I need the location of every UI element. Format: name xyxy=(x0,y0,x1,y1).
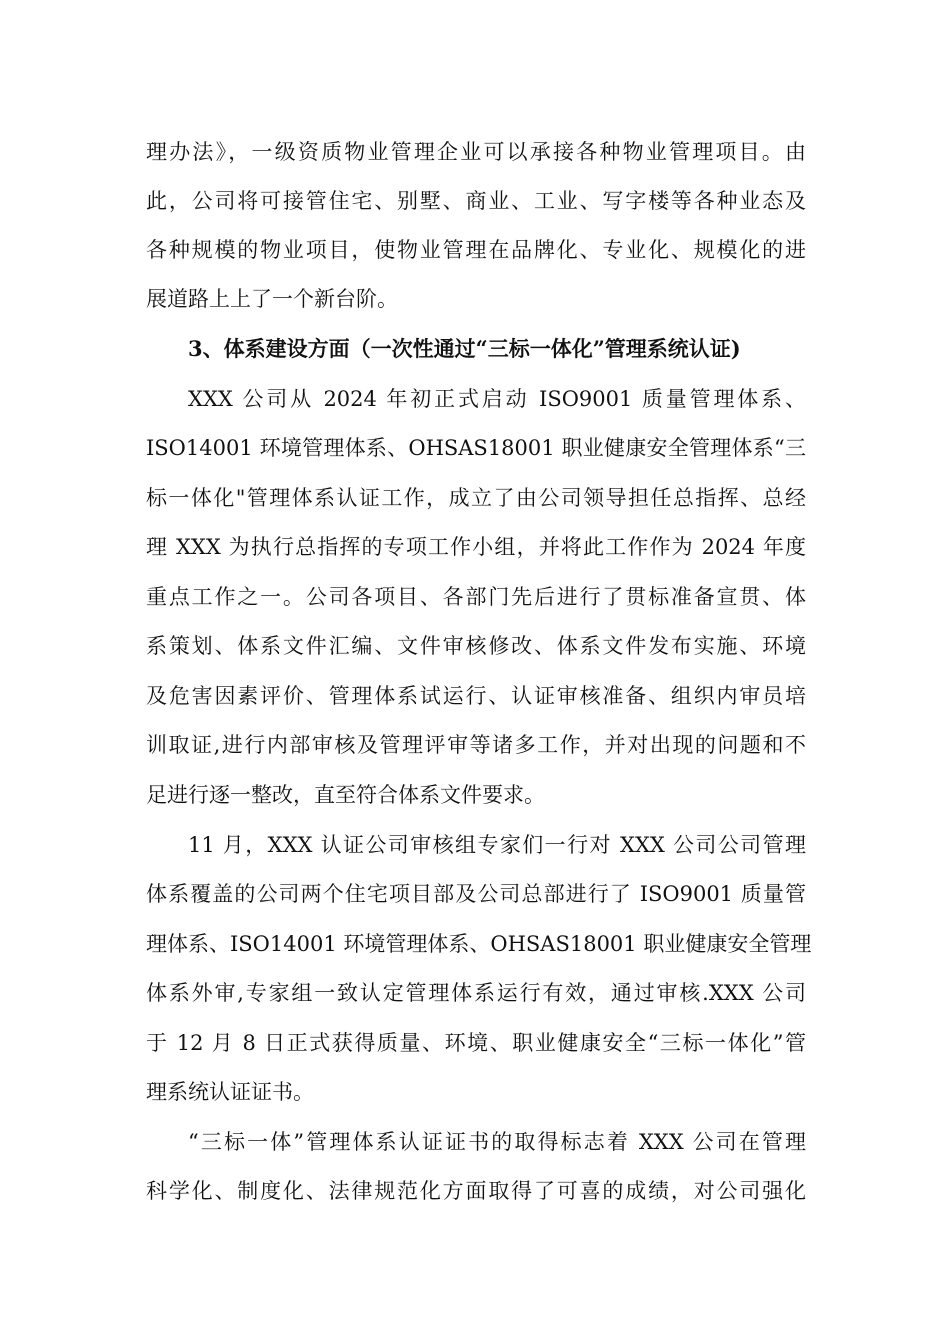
paragraph-line: 系策划、体系文件汇编、文件审核修改、体系文件发布实施、环境 xyxy=(146,634,806,658)
paragraph-line: 展道路上上了一个新台阶。 xyxy=(146,287,398,311)
paragraph-line: 标一体化"管理体系认证工作，成立了由公司领导担任总指挥、总经 xyxy=(146,486,806,510)
paragraph-line: XXX 公司从 2024 年初正式启动 ISO9001 质量管理体系、 xyxy=(188,387,806,411)
paragraph-line: 训取证,进行内部审核及管理评审等诸多工作，并对出现的问题和不 xyxy=(146,733,806,757)
paragraph-line: 此，公司将可接管住宅、别墅、商业、工业、写字楼等各种业态及 xyxy=(146,189,806,213)
paragraph-line: 体系覆盖的公司两个住宅项目部及公司总部进行了 ISO9001 质量管 xyxy=(146,882,806,906)
paragraph-line: 理 XXX 为执行总指挥的专项工作小组，并将此工作作为 2024 年度 xyxy=(146,535,806,559)
paragraph-line: ISO14001 环境管理体系、OHSAS18001 职业健康安全管理体系“三 xyxy=(146,436,806,460)
paragraph-line: 理体系、ISO14001 环境管理体系、OHSAS18001 职业健康安全管理 xyxy=(146,932,812,956)
paragraph-line: 体系外审,专家组一致认定管理体系运行有效，通过审核.XXX 公司 xyxy=(146,981,806,1005)
paragraph-line: 及危害因素评价、管理体系试运行、认证审核准备、组织内审员培 xyxy=(146,684,806,708)
paragraph-line: “三标一体”管理体系认证证书的取得标志着 XXX 公司在管理 xyxy=(188,1130,806,1154)
paragraph-line: 理办法》，一级资质物业管理企业可以承接各种物业管理项目。由 xyxy=(146,140,806,164)
paragraph-line: 重点工作之一。公司各项目、各部门先后进行了贯标准备宣贯、体 xyxy=(146,585,806,609)
paragraph-line: 于 12 月 8 日正式获得质量、环境、职业健康安全“三标一体化”管 xyxy=(146,1031,806,1055)
section-heading: 3、体系建设方面（一次性通过“三标一体化”管理系统认证) xyxy=(188,336,741,361)
paragraph-line: 理系统认证证书。 xyxy=(146,1080,314,1104)
paragraph-line: 科学化、制度化、法律规范化方面取得了可喜的成绩，对公司强化 xyxy=(146,1179,806,1203)
paragraph-line: 足进行逐一整改，直至符合体系文件要求。 xyxy=(146,783,545,807)
paragraph-line: 11 月，XXX 认证公司审核组专家们一行对 XXX 公司公司管理 xyxy=(188,833,806,857)
paragraph-line: 各种规模的物业项目，使物业管理在品牌化、专业化、规模化的进 xyxy=(146,238,806,262)
